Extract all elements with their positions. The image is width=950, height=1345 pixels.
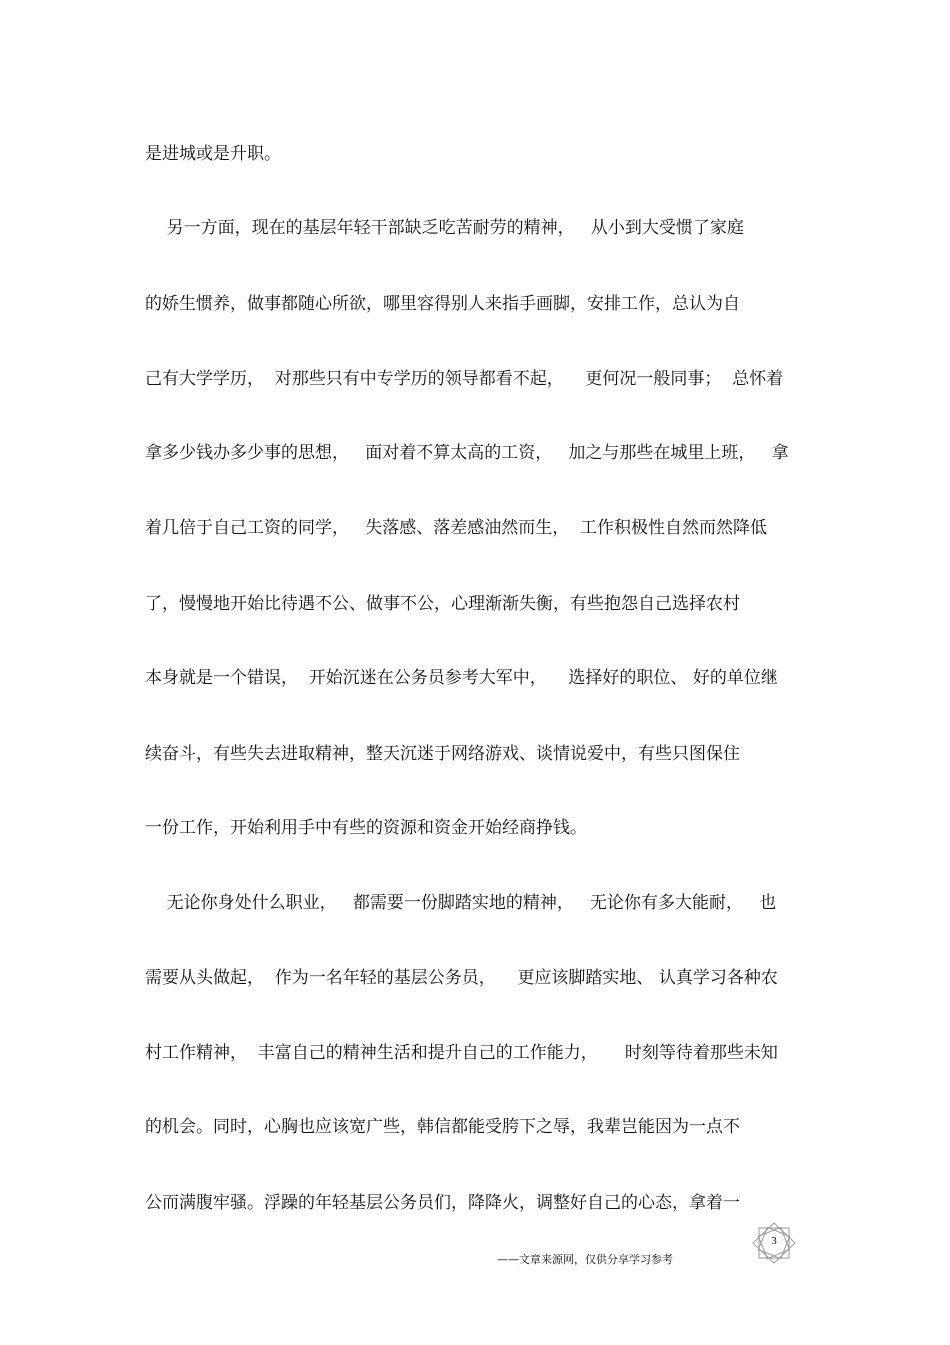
text-line: 一份工作，开始利用手中有些的资源和资金开始经商挣钱。: [145, 818, 587, 838]
text-line: 着几倍于自己工资的同学， 失落感、落差感油然而生， 工作积极性自然而然降低: [145, 518, 768, 538]
text-line: 拿多少钱办多少事的思想， 面对着不算太高的工资， 加之与那些在城里上班， 拿: [145, 443, 789, 463]
page-number: 3: [771, 1235, 777, 1247]
text-line: 是进城或是升职。: [145, 144, 281, 164]
text-line: 无论你身处什么职业， 都需要一份脚踏实地的精神， 无论你有多大能耐， 也: [145, 893, 777, 913]
text-line: 的娇生惯养，做事都随心所欲，哪里容得别人来指手画脚，安排工作，总认为自: [145, 294, 740, 314]
text-line: 本身就是一个错误， 开始沉迷在公务员参考大军中， 选择好的职位、 好的单位继: [145, 668, 778, 688]
text-line: 村工作精神， 丰富自己的精神生活和提升自己的工作能力， 时刻等待着那些未知: [145, 1043, 778, 1063]
text-line: 了，慢慢地开始比待遇不公、做事不公，心理渐渐失衡，有些抱怨自己选择农村: [145, 594, 740, 614]
page-number-badge: [752, 1222, 796, 1264]
text-line: 需要从头做起， 作为一名年轻的基层公务员， 更应该脚踏实地、 认真学习各种农: [145, 968, 778, 988]
text-line: 续奋斗，有些失去进取精神，整天沉迷于网络游戏、谈情说爱中，有些只图保住: [145, 744, 740, 764]
text-line: 另一方面，现在的基层年轻干部缺乏吃苦耐劳的精神， 从小到大受惯了家庭: [145, 218, 744, 238]
source-note: ——文章来源网，仅供分享学习参考: [497, 1253, 673, 1266]
text-line: 己有大学学历， 对那些只有中专学历的领导都看不起， 更何况一般同事； 总怀着: [145, 369, 784, 389]
text-line: 公而满腹牢骚。浮躁的年轻基层公务员们，降降火，调整好自己的心态，拿着一: [145, 1193, 740, 1213]
text-line: 的机会。同时，心胸也应该宽广些，韩信都能受胯下之辱，我辈岂能因为一点不: [145, 1117, 740, 1137]
